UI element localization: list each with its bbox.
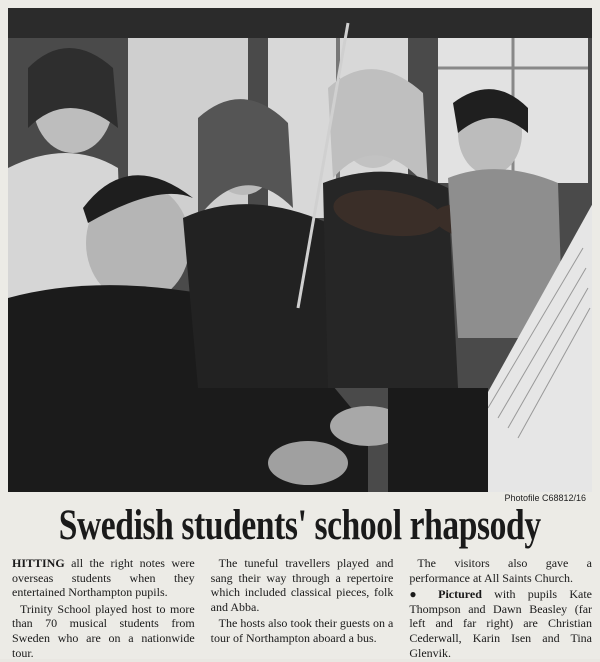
paragraph: Trinity School played host to more than 70 musical students from Sweden who are on a nationwide tour. [12,601,195,660]
group-photo [8,8,592,492]
headline: Swedish students' school rhapsody [58,502,541,549]
photo-illustration [8,8,592,492]
article-column-1 [12,556,195,662]
paragraph [12,556,195,600]
paragraph: The hosts also took their guests on a tour of Northampton aboard a bus. [210,616,394,645]
caption-text: with pupils Kate Thompson and Dawn Beasley (far left and far right) are Christian Cederwall, Karin Isen and Tina Glenvik. [409,587,593,660]
article-body [12,556,592,662]
article-column-2 [211,556,394,662]
paragraph: The tuneful travellers played and sang their way through a repertoire which included classical pieces, folk and Abba. [210,556,394,614]
caption-lead: ● Pictured [409,587,482,602]
paragraph-text: all the right notes were overseas students when they entertained Northampton pupils. [12,556,195,600]
paragraph: The visitors also gave a performance at All Saints Church. [409,556,593,585]
photo-credit: Photofile C68812/16 [504,493,586,503]
caption-paragraph [409,587,592,660]
lead-in-word: HITTING [12,556,65,570]
article-column-3 [409,556,592,662]
